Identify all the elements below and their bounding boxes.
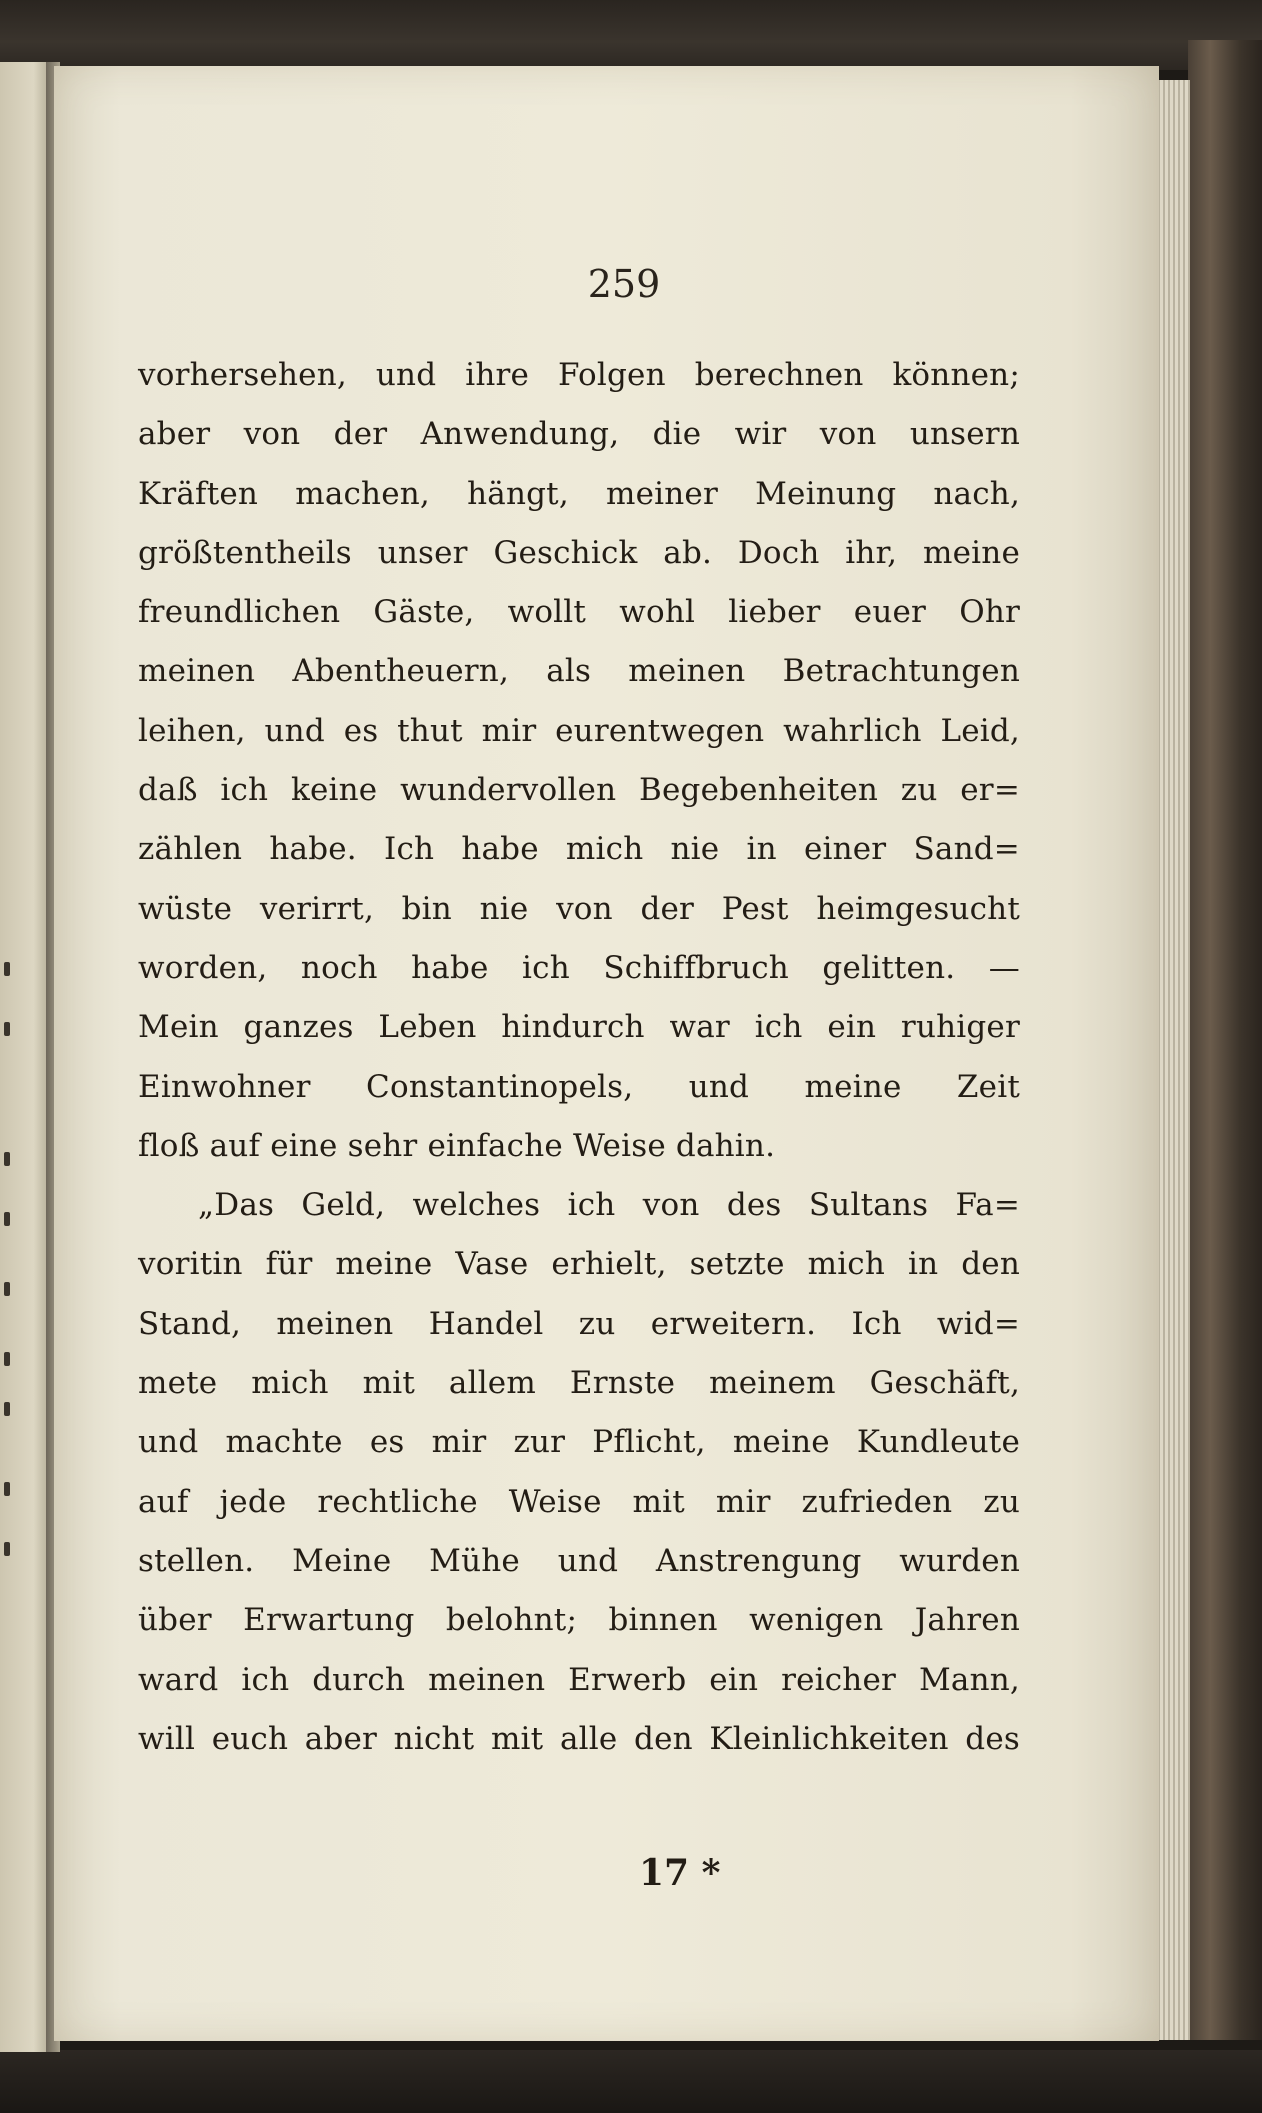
facing-page-ink-mark [4, 1402, 10, 1416]
text-line: vorhersehen, und ihre Folgen berechnen können; [138, 357, 1020, 393]
book-cover-top [0, 0, 1262, 70]
facing-page-ink-mark [4, 1212, 10, 1226]
text-line: stellen. Meine Mühe und Anstrengung wurden [138, 1542, 1020, 1579]
body-text [138, 346, 1020, 1769]
text-line: leihen, und es thut mir eurentwegen wahrlich Leid, [138, 712, 1020, 749]
signature-mark: 17 * [639, 1852, 721, 1894]
facing-page-ink-mark [4, 1282, 10, 1296]
text-line: Stand, meinen Handel zu erweitern. Ich wid= [138, 1305, 1020, 1342]
facing-page-ink-mark [4, 1542, 10, 1556]
facing-page-ink-mark [4, 962, 10, 976]
text-line: will euch aber nicht mit alle den Kleinlichkeiten des [138, 1720, 1020, 1757]
book-page [54, 66, 1159, 2041]
text-line: meinen Abentheuern, als meinen Betrachtungen [138, 653, 1020, 690]
text-line: freundlichen Gäste, wollt wohl lieber euer Ohr [138, 594, 1020, 631]
text-line: worden, noch habe ich Schiffbruch gelitten. — [138, 949, 1020, 986]
facing-page-ink-mark [4, 1482, 10, 1496]
facing-page-ink-mark [4, 1022, 10, 1036]
text-line: über Erwartung belohnt; binnen wenigen Jahren [138, 1602, 1020, 1639]
text-line: „Das Geld, welches ich von des Sultans Fa= [198, 1187, 1020, 1224]
text-line: ward ich durch meinen Erwerb ein reicher Mann, [138, 1661, 1020, 1698]
text-line: Mein ganzes Leben hindurch war ich ein ruhiger [138, 1009, 1020, 1046]
page-number: 259 [587, 262, 661, 306]
text-line: voritin für meine Vase erhielt, setzte mich in den [138, 1246, 1020, 1283]
text-line: und machte es mir zur Pflicht, meine Kundleute [138, 1424, 1020, 1461]
book-cover-bottom [0, 2050, 1262, 2113]
text-line: zählen habe. Ich habe mich nie in einer Sand= [138, 831, 1020, 868]
text-line: mete mich mit allem Ernste meinem Geschäft, [138, 1365, 1020, 1402]
text-line: aber von der Anwendung, die wir von unsern [138, 416, 1020, 453]
book-cover-right [1188, 40, 1262, 2040]
facing-page-edge [0, 62, 48, 2052]
text-line: auf jede rechtliche Weise mit mir zufrieden zu [138, 1483, 1020, 1520]
facing-page-ink-mark [4, 1352, 10, 1366]
text-line: Einwohner Constantinopels, und meine Zeit [138, 1068, 1020, 1105]
text-line: floß auf eine sehr einfache Weise dahin. [138, 1127, 776, 1164]
text-line: wüste verirrt, bin nie von der Pest heimgesucht [138, 890, 1020, 927]
text-line: Kräften machen, hängt, meiner Meinung nach, [138, 475, 1020, 512]
text-line: größtentheils unser Geschick ab. Doch ihr, meine [138, 534, 1020, 571]
text-line: daß ich keine wundervollen Begebenheiten zu er= [138, 772, 1020, 809]
facing-page-ink-mark [4, 1152, 10, 1166]
